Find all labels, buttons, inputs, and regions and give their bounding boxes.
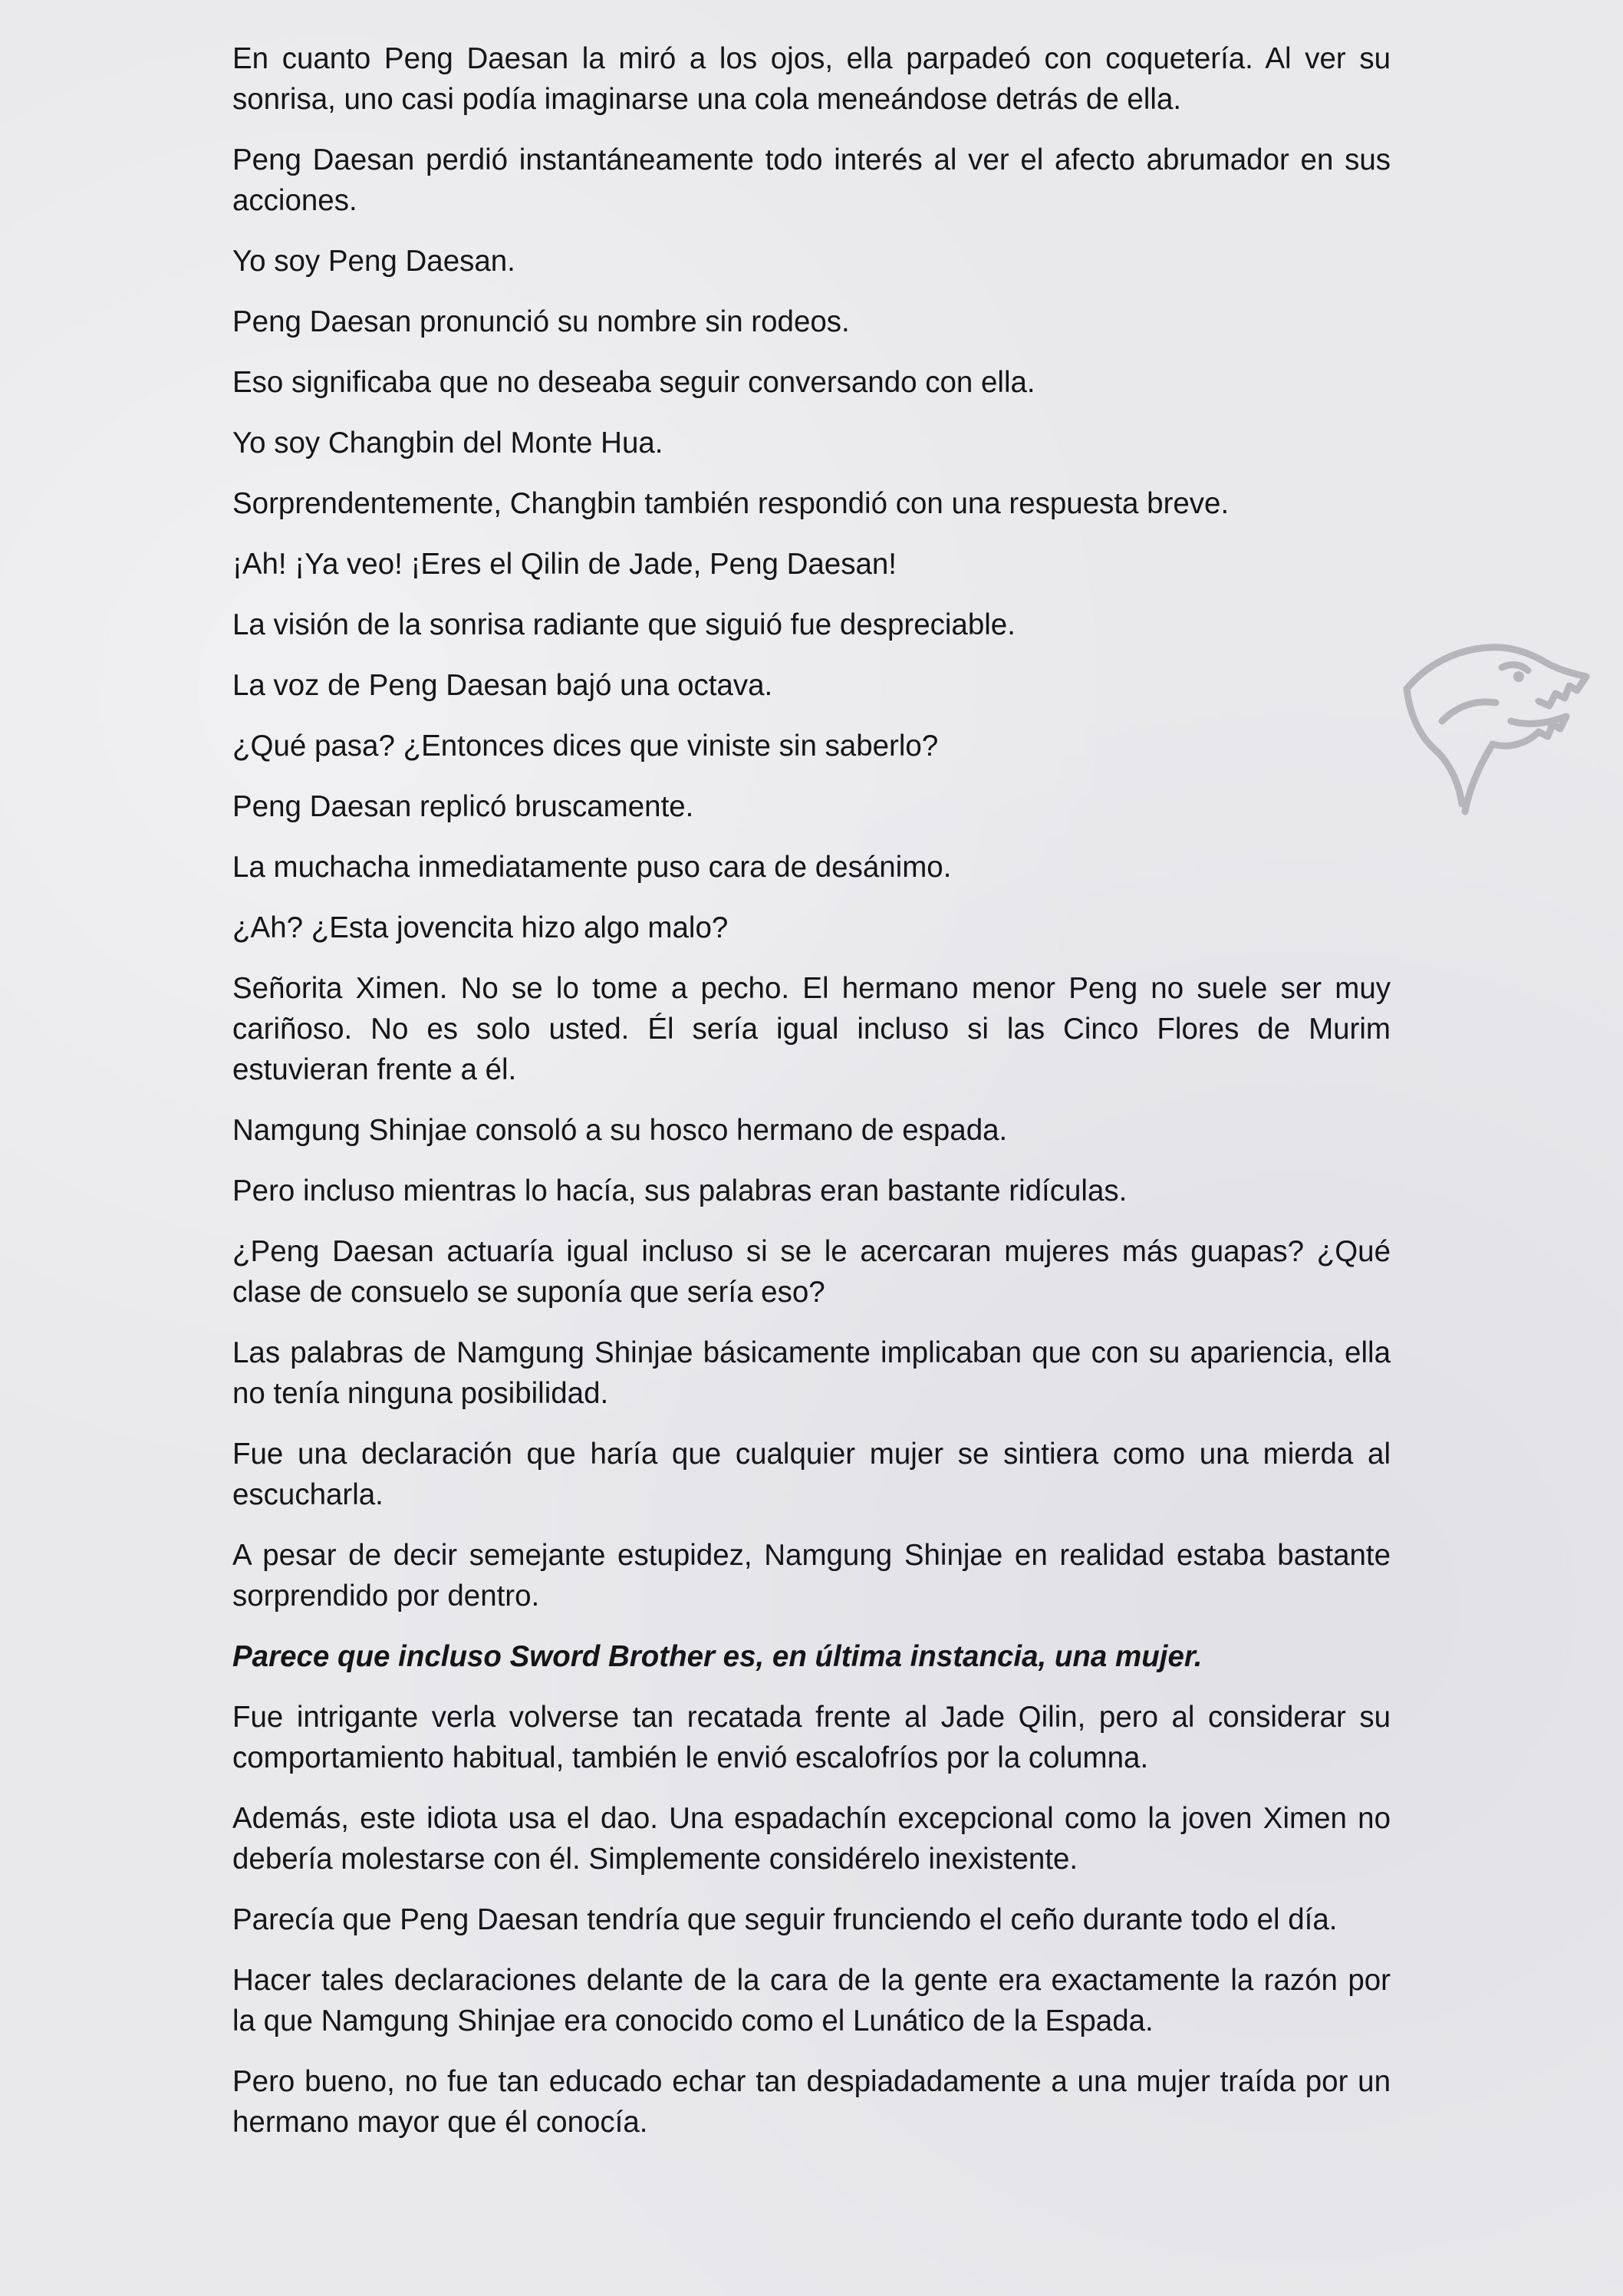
paragraph: ¿Peng Daesan actuaría igual incluso si se le acercaran mujeres más guapas? ¿Qué clase de consuelo se suponía que sería eso? <box>232 1235 1391 1309</box>
paragraph: La voz de Peng Daesan bajó una octava. <box>232 669 773 702</box>
paragraph: Peng Daesan pronunció su nombre sin rodeos. <box>232 305 850 338</box>
paragraph: A pesar de decir semejante estupidez, Namgung Shinjae en realidad estaba bastante sorprendido por dentro. <box>232 1539 1391 1612</box>
paragraph: La visión de la sonrisa radiante que siguió fue despreciable. <box>232 608 1016 641</box>
paragraph: Peng Daesan replicó bruscamente. <box>232 790 694 823</box>
emphasized-thought: Parece que incluso Sword Brother es, en última instancia, una mujer. <box>232 1640 1203 1673</box>
paragraph: Yo soy Changbin del Monte Hua. <box>232 427 663 460</box>
paragraph: Pero bueno, no fue tan educado echar tan despiadadamente a una mujer traída por un hermano mayor que él conocía. <box>232 2065 1391 2139</box>
paragraph: Las palabras de Namgung Shinjae básicamente implicaban que con su apariencia, ella no tenía ninguna posibilidad. <box>232 1336 1391 1410</box>
paragraph: Fue intrigante verla volverse tan recatada frente al Jade Qilin, pero al considerar su comportamiento habitual, también le envió escalofríos por la columna. <box>232 1701 1391 1774</box>
paragraph: Pero incluso mientras lo hacía, sus palabras eran bastante ridículas. <box>232 1174 1128 1207</box>
paragraph: Eso significaba que no deseaba seguir conversando con ella. <box>232 366 1035 399</box>
paragraph: La muchacha inmediatamente puso cara de desánimo. <box>232 851 952 884</box>
document-body <box>232 38 1391 2163</box>
paragraph: En cuanto Peng Daesan la miró a los ojos, ella parpadeó con coquetería. Al ver su sonrisa, uno casi podía imaginarse una cola meneándose detrás de ella. <box>232 42 1391 116</box>
paragraph: Sorprendentemente, Changbin también respondió con una respuesta breve. <box>232 487 1230 520</box>
paragraph: ¡Ah! ¡Ya veo! ¡Eres el Qilin de Jade, Peng Daesan! <box>232 548 897 581</box>
paragraph: ¿Ah? ¿Esta jovencita hizo algo malo? <box>232 911 729 944</box>
paragraph: Parecía que Peng Daesan tendría que seguir frunciendo el ceño durante todo el día. <box>232 1903 1338 1936</box>
paragraph: Hacer tales declaraciones delante de la cara de la gente era exactamente la razón por la que Namgung Shinjae era conocido como el Lunático de la Espada. <box>232 1964 1391 2037</box>
dinosaur-head-icon <box>1396 629 1595 828</box>
paragraph: Peng Daesan perdió instantáneamente todo interés al ver el afecto abrumador en sus acciones. <box>232 143 1391 217</box>
paragraph: Señorita Ximen. No se lo tome a pecho. El hermano menor Peng no suele ser muy cariñoso. No es solo usted. Él sería igual incluso si las Cinco Flores de Murim estuvieran frente a él. <box>232 972 1391 1086</box>
paragraph: Namgung Shinjae consoló a su hosco hermano de espada. <box>232 1114 1008 1147</box>
paragraph: Fue una declaración que haría que cualquier mujer se sintiera como una mierda al escucharla. <box>232 1438 1391 1511</box>
paragraph: ¿Qué pasa? ¿Entonces dices que viniste sin saberlo? <box>232 730 939 763</box>
paragraph: Además, este idiota usa el dao. Una espadachín excepcional como la joven Ximen no debería molestarse con él. Simplemente considérelo inexistente. <box>232 1802 1391 1876</box>
paragraph: Yo soy Peng Daesan. <box>232 245 515 278</box>
